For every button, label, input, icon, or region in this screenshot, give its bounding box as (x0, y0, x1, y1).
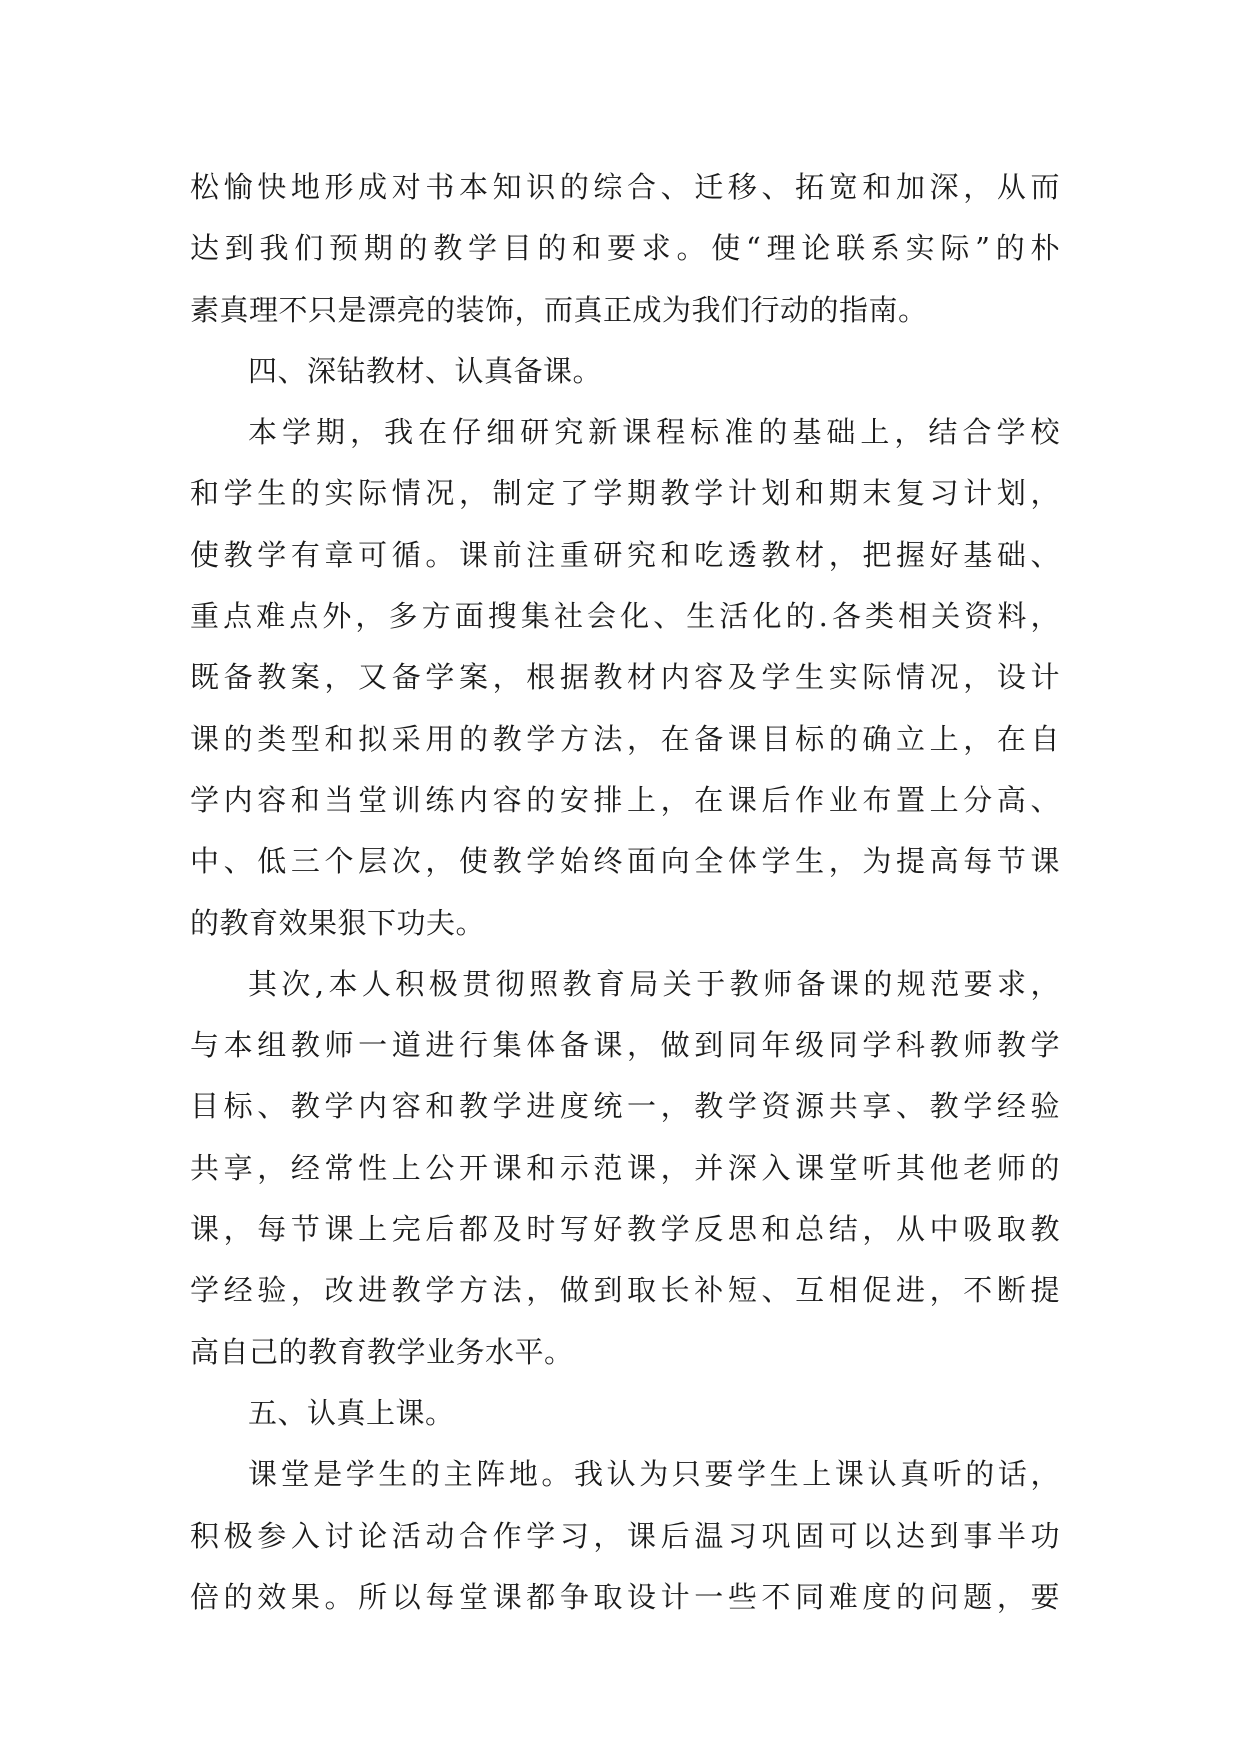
text-line: 和学生的实际情况，制定了学期教学计划和期末复习计划， (190, 476, 1060, 511)
text-line: 积极参入讨论活动合作学习，课后温习巩固可以达到事半功 (190, 1518, 1060, 1553)
text-line: 其次,本人积极贯彻照教育局关于教师备课的规范要求， (248, 966, 1060, 1001)
text-line: 重点难点外，多方面搜集社会化、生活化的.各类相关资料， (190, 599, 1060, 634)
text-line: 本学期，我在仔细研究新课程标准的基础上，结合学校 (248, 415, 1060, 450)
text-line: 课，每节课上完后都及时写好教学反思和总结，从中吸取教 (190, 1212, 1060, 1247)
text-line: 共享，经常性上公开课和示范课，并深入课堂听其他老师的 (190, 1150, 1060, 1185)
text-line: 课的类型和拟采用的教学方法，在备课目标的确立上，在自 (190, 721, 1060, 756)
document-body (190, 157, 1060, 1628)
text-line: 的教育效果狠下功夫。 (190, 905, 486, 940)
text-line: 倍的效果。所以每堂课都争取设计一些不同难度的问题，要 (190, 1579, 1060, 1614)
text-line: 中、低三个层次，使教学始终面向全体学生，为提高每节课 (190, 844, 1060, 879)
text-line: 与本组教师一道进行集体备课，做到同年级同学科教师教学 (190, 1028, 1060, 1063)
text-line: 使教学有章可循。课前注重研究和吃透教材，把握好基础、 (190, 537, 1060, 572)
text-line: 素真理不只是漂亮的装饰，而真正成为我们行动的指南。 (190, 292, 928, 327)
text-line: 学内容和当堂训练内容的安排上，在课后作业布置上分高、 (190, 782, 1060, 817)
text-line: 松愉快地形成对书本知识的综合、迁移、拓宽和加深，从而 (190, 170, 1060, 204)
text-line: 既备教案，又备学案，根据教材内容及学生实际情况，设计 (190, 660, 1060, 695)
text-line: 达到我们预期的教学目的和要求。使“理论联系实际”的朴 (190, 231, 1060, 266)
text-line: 五、认真上课。 (248, 1395, 455, 1430)
text-line: 高自己的教育教学业务水平。 (190, 1334, 574, 1369)
text-line: 学经验，改进教学方法，做到取长补短、互相促进，不断提 (190, 1273, 1060, 1308)
text-line: 目标、教学内容和教学进度统一，教学资源共享、教学经验 (190, 1089, 1060, 1124)
text-line: 课堂是学生的主阵地。我认为只要学生上课认真听的话， (248, 1457, 1060, 1492)
text-line: 四、深钻教材、认真备课。 (248, 353, 603, 388)
